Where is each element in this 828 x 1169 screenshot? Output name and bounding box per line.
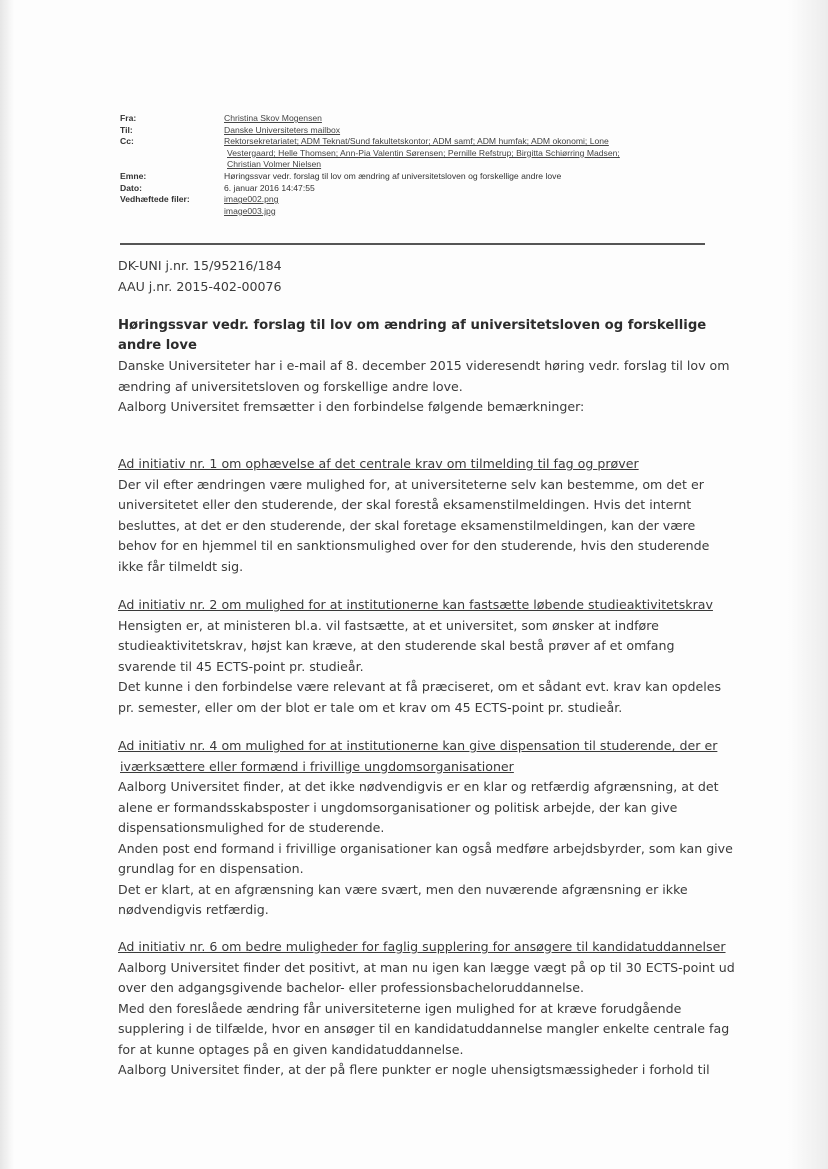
section-line: nødvendigvis retfærdig. (118, 902, 269, 917)
section-heading: Ad initiativ nr. 6 om bedre muligheder for faglig supplering for ansøgere til kandidatuddannelser (118, 939, 726, 954)
reference-numbers (118, 256, 718, 297)
section-line: Der vil efter ændringen være mulighed for, at universiteterne selv kan bestemme, om det er (118, 476, 704, 492)
section-line: behov for en hjemmel til en sanktionsmulighed over for den studerende, hvis den studerende (118, 538, 710, 553)
header-link[interactable]: Vestergaard; Helle Thomsen; Ann-Pia Valentin Sørensen; Pernille Refstrup; Birgitta Schiørring Madsen; (227, 147, 620, 158)
intro-paragraph (118, 356, 730, 418)
header-label: Emne: (120, 170, 147, 181)
section-line: besluttes, at det er den studerende, der skal foretage eksamenstilmeldingen, kan der være (118, 517, 696, 533)
header-value: Høringssvar vedr. forslag til lov om ændring af universitetsloven og forskellige andre love (224, 170, 562, 181)
section-line: ikke får tilmeldt sig. (118, 558, 244, 574)
section-line: pr. semester, eller om der blot er tale om et krav om 45 ECTS-point pr. studieår. (118, 699, 623, 715)
section-line: Hensigten er, at ministeren bl.a. vil fastsætte, at et universitet, som ønsker at indføre (118, 617, 659, 633)
section-initiative-1 (118, 454, 718, 577)
section-line: Det er klart, at en afgrænsning kan være svært, men den nuværende afgrænsning er ikke (118, 881, 688, 897)
section-line: over den adgangsgivende bachelor- eller professionsbacheloruddannelse. (118, 980, 584, 995)
section-line: dispensationsmulighed for de studerende. (118, 820, 385, 835)
section-line: studieaktivitetskrav, højst kan kræve, at den studerende skal bestå prøver af et omfang (118, 638, 675, 653)
ref-aau: AAU j.nr. 2015-402-00076 (118, 278, 282, 294)
scan-edge-left (0, 0, 14, 1169)
section-initiative-6 (118, 937, 735, 1081)
document-title: Høringssvar vedr. forslag til lov om ændring af universitetsloven og forskellige andre love (118, 318, 707, 353)
header-label: Vedhæftede filer: (120, 194, 190, 205)
intro-line: Aalborg Universitet fremsætter i den forbindelse følgende bemærkninger: (118, 399, 585, 414)
section-line: Det kunne i den forbindelse være relevant at få præciseret, om et sådant evt. krav kan opdeles (118, 679, 722, 694)
header-label: Dato: (120, 182, 142, 193)
section-line: Aalborg Universitet finder det positivt, at man nu igen kan lægge vægt på op til 30 ECTS-point ud (118, 959, 735, 975)
header-label: Cc: (120, 136, 134, 147)
section-line: supplering i de tilfælde, hvor en ansøger til en kandidatuddannelse mangler enkelte centrale fag (118, 1021, 730, 1036)
section-line: svarende til 45 ECTS-point pr. studieår. (118, 658, 364, 674)
section-heading: iværksættere eller formænd i frivillige ungdomsorganisationer (120, 758, 514, 774)
header-link[interactable]: Rektorsekretariatet; ADM Teknat/Sund fakultetskontor; ADM samf; ADM humfak; ADM okonomi; Lone (224, 136, 609, 147)
email-header (120, 113, 705, 217)
section-line: universitetet eller den studerende, der skal forestå eksamenstilmeldingen. Hvis det internt (118, 497, 692, 512)
section-line: Anden post end formand i frivillige organisationer kan også medføre arbejdsbyrder, som kan give (118, 840, 733, 856)
section-line: for at kunne optages på en given kandidatuddannelse. (118, 1041, 464, 1057)
section-initiative-4 (118, 736, 733, 921)
header-label: Fra: (120, 113, 137, 123)
header-link[interactable]: image002.png (224, 194, 279, 205)
scan-edge-right (788, 0, 828, 1169)
section-line: Aalborg Universitet finder, at det ikke nødvendigvis er en klar og retfærdig afgrænsning, at det (118, 779, 719, 794)
header-row (120, 125, 705, 137)
ref-dk-uni: DK-UNI j.nr. 15/95216/184 (118, 258, 282, 273)
header-link[interactable]: Danske Universiteters mailbox (224, 124, 341, 135)
header-divider (120, 243, 705, 245)
header-row (120, 183, 705, 195)
section-line: Aalborg Universitet finder, at der på flere punkter er nogle uhensigtsmæssigheder i forhold til (118, 1062, 710, 1077)
section-line: alene er formandsskabsposter i ungdomsorganisationer og politisk arbejde, der kan give (118, 799, 678, 815)
section-line: Med den foreslåede ændring får universiteterne igen mulighed for at kræve forudgående (118, 1000, 682, 1016)
section-initiative-2 (118, 595, 722, 718)
header-value: 6. januar 2016 14:47:55 (224, 182, 315, 193)
intro-line: ændring af universitetsloven og forskellige andre love. (118, 378, 463, 394)
header-label: Til: (120, 124, 133, 135)
header-row (120, 171, 705, 183)
header-row (120, 113, 705, 125)
header-link[interactable]: Christian Volmer Nielsen (227, 159, 322, 170)
section-heading: Ad initiativ nr. 4 om mulighed for at institutionerne kan give dispensation til studerende, der er (118, 738, 718, 753)
header-row (120, 136, 705, 171)
header-link[interactable]: image003.jpg (224, 205, 276, 216)
header-link[interactable]: Christina Skov Mogensen (224, 113, 322, 123)
section-heading: Ad initiativ nr. 1 om ophævelse af det centrale krav om tilmelding til fag og prøver (118, 456, 639, 471)
intro-line: Danske Universiteter har i e-mail af 8. december 2015 videresendt høring vedr. forslag til lov om (118, 358, 730, 373)
section-heading: Ad initiativ nr. 2 om mulighed for at institutionerne kan fastsætte løbende studieaktivitetskrav (118, 597, 713, 612)
section-line: grundlag for en dispensation. (118, 861, 304, 876)
header-row (120, 194, 705, 217)
